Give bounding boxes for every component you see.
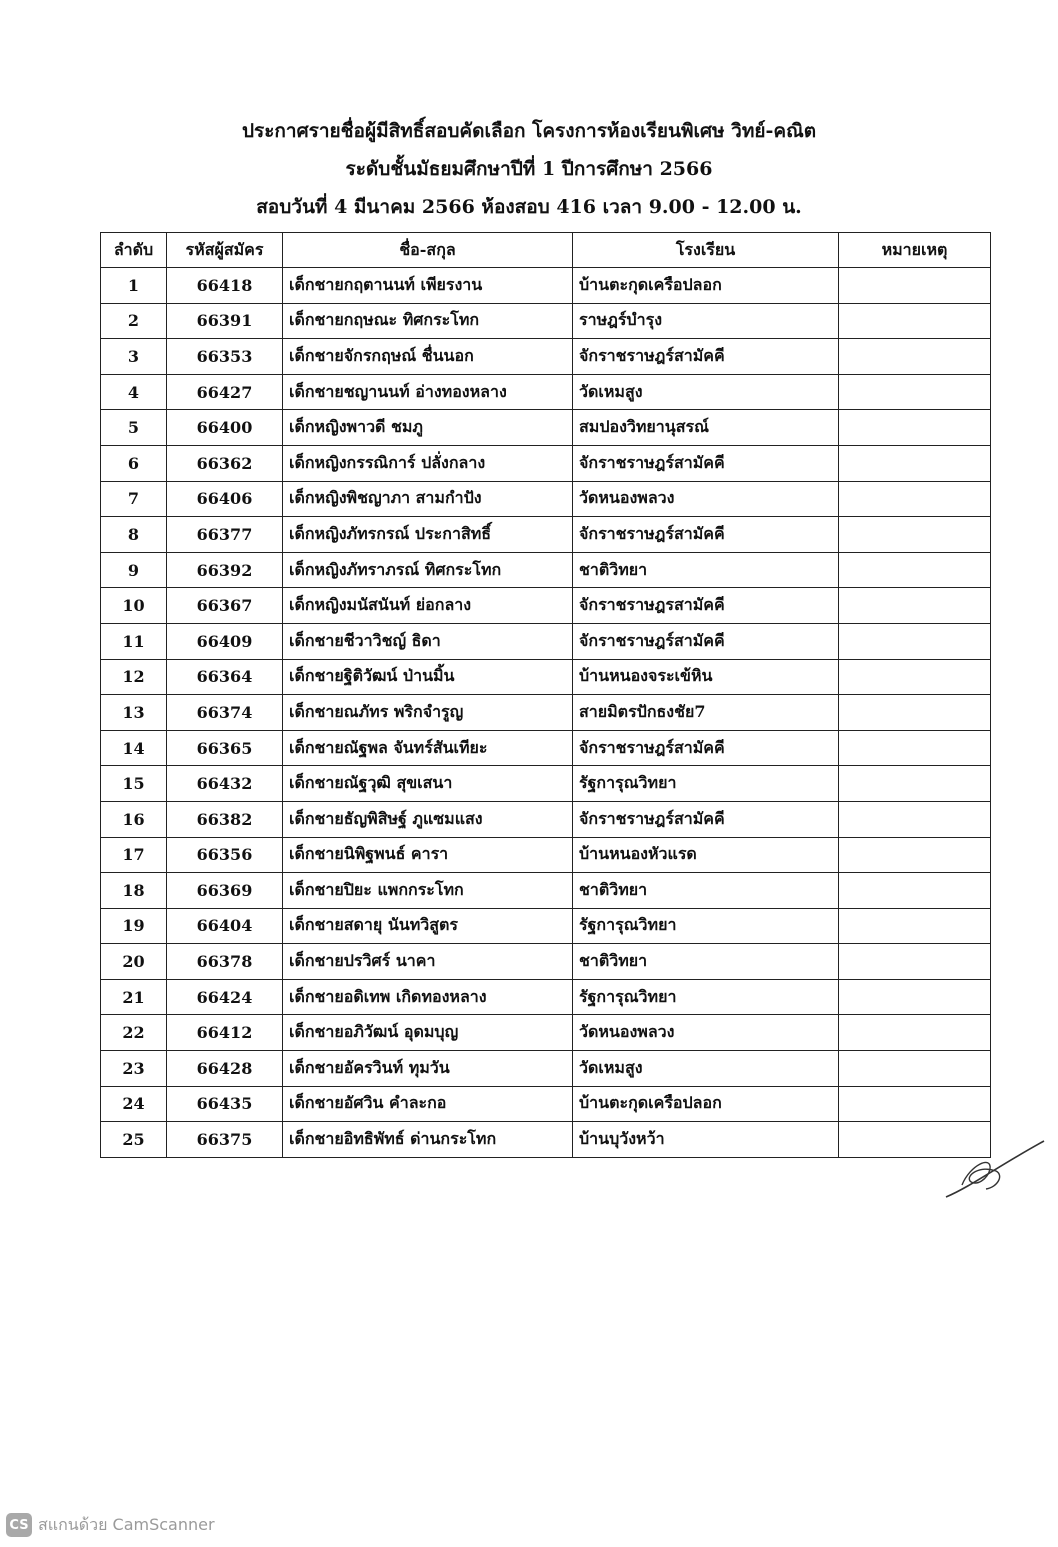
school-name: ชาติวิทยา (573, 944, 839, 980)
applicant-id: 66375 (167, 1122, 283, 1158)
scanner-watermark (6, 1512, 215, 1538)
school-name: วัดเหมสูง (573, 1051, 839, 1087)
student-name: เด็กชายชีวาวิชญ์ ธิดา (283, 623, 573, 659)
school-name: วัดหนองพลวง (573, 1015, 839, 1051)
table-row (101, 873, 991, 909)
table-row (101, 268, 991, 304)
announcement-header (0, 112, 1058, 226)
row-number: 12 (101, 659, 167, 695)
row-number: 18 (101, 873, 167, 909)
remarks-cell (839, 1051, 991, 1087)
row-number: 6 (101, 445, 167, 481)
row-number: 11 (101, 623, 167, 659)
student-name: เด็กชายอดิเทพ เกิดทองหลาง (283, 979, 573, 1015)
student-name: เด็กหญิงพิชญาภา สามกำปัง (283, 481, 573, 517)
remarks-cell (839, 695, 991, 731)
table-row (101, 588, 991, 624)
table-row (101, 801, 991, 837)
row-number: 1 (101, 268, 167, 304)
remarks-cell (839, 1086, 991, 1122)
school-name: จักราชราษฎร์สามัคคี (573, 730, 839, 766)
school-name: จักราชราษฎร์สามัคคี (573, 801, 839, 837)
table-header-row (101, 233, 991, 268)
remarks-cell (839, 588, 991, 624)
remarks-cell (839, 445, 991, 481)
table-row (101, 1051, 991, 1087)
table-row (101, 837, 991, 873)
applicant-id: 66424 (167, 979, 283, 1015)
remarks-cell (839, 374, 991, 410)
student-name: เด็กหญิงภัทราภรณ์ ทิศกระโทก (283, 552, 573, 588)
remarks-cell (839, 837, 991, 873)
student-name: เด็กชายอภิวัฒน์ อุดมบุญ (283, 1015, 573, 1051)
remarks-cell (839, 303, 991, 339)
table-row (101, 481, 991, 517)
table-row (101, 695, 991, 731)
applicant-id: 66428 (167, 1051, 283, 1087)
remarks-cell (839, 339, 991, 375)
table-row (101, 374, 991, 410)
table-row (101, 908, 991, 944)
student-name: เด็กชายสดายุ นันทวิสูตร (283, 908, 573, 944)
row-number: 24 (101, 1086, 167, 1122)
table-row (101, 1122, 991, 1158)
school-name: บ้านตะกุดเครือปลอก (573, 1086, 839, 1122)
applicant-id: 66406 (167, 481, 283, 517)
applicant-id: 66378 (167, 944, 283, 980)
remarks-cell (839, 979, 991, 1015)
school-name: จักราชราษฎร์สามัคคี (573, 623, 839, 659)
remarks-cell (839, 1015, 991, 1051)
table-row (101, 766, 991, 802)
row-number: 14 (101, 730, 167, 766)
applicant-id: 66367 (167, 588, 283, 624)
row-number: 8 (101, 517, 167, 553)
school-name: สมปองวิทยานุสรณ์ (573, 410, 839, 446)
remarks-cell (839, 801, 991, 837)
table-row (101, 410, 991, 446)
row-number: 9 (101, 552, 167, 588)
row-number: 22 (101, 1015, 167, 1051)
row-number: 19 (101, 908, 167, 944)
student-name: เด็กชายอิทธิพัทธ์ ด่านกระโทก (283, 1122, 573, 1158)
applicant-id: 66364 (167, 659, 283, 695)
remarks-cell (839, 873, 991, 909)
applicant-id: 66412 (167, 1015, 283, 1051)
remarks-cell (839, 766, 991, 802)
applicant-id: 66432 (167, 766, 283, 802)
table-row (101, 979, 991, 1015)
student-name: เด็กชายอัครวินท์ ทุมวัน (283, 1051, 573, 1087)
column-header-name: ชื่อ-สกุล (283, 233, 573, 268)
remarks-cell (839, 517, 991, 553)
student-name: เด็กหญิงพาวดี ชมภู (283, 410, 573, 446)
applicant-id: 66418 (167, 268, 283, 304)
watermark-text: สแกนด้วย CamScanner (38, 1514, 215, 1534)
applicant-id: 66377 (167, 517, 283, 553)
school-name: ราษฎร์บำรุง (573, 303, 839, 339)
remarks-cell (839, 944, 991, 980)
table-row (101, 445, 991, 481)
applicant-id: 66374 (167, 695, 283, 731)
school-name: รัฐการุณวิทยา (573, 908, 839, 944)
row-number: 2 (101, 303, 167, 339)
applicant-id: 66427 (167, 374, 283, 410)
applicant-id: 66404 (167, 908, 283, 944)
row-number: 4 (101, 374, 167, 410)
table-row (101, 303, 991, 339)
signature-mark (940, 1135, 1050, 1205)
camscanner-logo-icon: CS (6, 1513, 32, 1537)
student-name: เด็กหญิงภัทรกรณ์ ประกาสิทธิ์ (283, 517, 573, 553)
table-row (101, 517, 991, 553)
student-name: เด็กหญิงมนัสนันท์ ย่อกลาง (283, 588, 573, 624)
student-name: เด็กชายชญานนท์ อ่างทองหลาง (283, 374, 573, 410)
student-name: เด็กชายธัญพิสิษฐ์ ภูแซมแสง (283, 801, 573, 837)
school-name: วัดหนองพลวง (573, 481, 839, 517)
table-row (101, 1086, 991, 1122)
student-name: เด็กชายณัฐวุฒิ สุขเสนา (283, 766, 573, 802)
row-number: 17 (101, 837, 167, 873)
student-name: เด็กชายปรวิศร์ นาคา (283, 944, 573, 980)
header-exam-info: สอบวันที่ 4 มีนาคม 2566 ห้องสอบ 416 เวลา 9.00 - 12.00 น. (256, 196, 802, 218)
column-header-note: หมายเหตุ (839, 233, 991, 268)
table-row (101, 552, 991, 588)
school-name: จักราชราษฎร์สามัคคี (573, 517, 839, 553)
school-name: รัฐการุณวิทยา (573, 766, 839, 802)
student-name: เด็กชายอัศวิน คำละกอ (283, 1086, 573, 1122)
remarks-cell (839, 659, 991, 695)
student-name: เด็กชายกฤตานนท์ เพียรงาน (283, 268, 573, 304)
applicant-id: 66369 (167, 873, 283, 909)
applicant-id: 66353 (167, 339, 283, 375)
school-name: รัฐการุณวิทยา (573, 979, 839, 1015)
school-name: สายมิตรปักธงชัย7 (573, 695, 839, 731)
applicant-id: 66362 (167, 445, 283, 481)
remarks-cell (839, 481, 991, 517)
row-number: 25 (101, 1122, 167, 1158)
remarks-cell (839, 908, 991, 944)
row-number: 7 (101, 481, 167, 517)
school-name: จักราชราษฎรสามัคคี (573, 588, 839, 624)
school-name: ชาติวิทยา (573, 873, 839, 909)
applicant-id: 66391 (167, 303, 283, 339)
student-name: เด็กชายกฤษณะ ทิศกระโทก (283, 303, 573, 339)
student-name: เด็กชายฐิติวัฒน์ ป่านมิ้น (283, 659, 573, 695)
column-header-id: รหัสผู้สมัคร (167, 233, 283, 268)
header-title: ประกาศรายชื่อผู้มีสิทธิ์สอบคัดเลือก โครงการห้องเรียนพิเศษ วิทย์-คณิต (241, 120, 817, 142)
applicant-id: 66400 (167, 410, 283, 446)
row-number: 15 (101, 766, 167, 802)
column-header-no: ลำดับ (101, 233, 167, 268)
table-row (101, 730, 991, 766)
row-number: 23 (101, 1051, 167, 1087)
applicant-id: 66382 (167, 801, 283, 837)
student-name: เด็กชายจักรกฤษณ์ ชื่นนอก (283, 339, 573, 375)
school-name: บ้านหนองจระเข้หิน (573, 659, 839, 695)
candidate-table (100, 232, 991, 1158)
row-number: 21 (101, 979, 167, 1015)
applicant-id: 66356 (167, 837, 283, 873)
student-name: เด็กชายณภัทร พริกจำรูญ (283, 695, 573, 731)
applicant-id: 66409 (167, 623, 283, 659)
table-body (101, 268, 991, 1158)
school-name: บ้านตะกุดเครือปลอก (573, 268, 839, 304)
student-name: เด็กชายนิพิฐพนธ์ คารา (283, 837, 573, 873)
row-number: 5 (101, 410, 167, 446)
remarks-cell (839, 623, 991, 659)
school-name: บ้านหนองหัวแรด (573, 837, 839, 873)
remarks-cell (839, 268, 991, 304)
student-name: เด็กชายณัฐพล จันทร์สันเทียะ (283, 730, 573, 766)
school-name: บ้านบุวังหว้า (573, 1122, 839, 1158)
applicant-id: 66365 (167, 730, 283, 766)
row-number: 16 (101, 801, 167, 837)
remarks-cell (839, 730, 991, 766)
row-number: 13 (101, 695, 167, 731)
header-subtitle: ระดับชั้นมัธยมศึกษาปีที่ 1 ปีการศึกษา 2566 (345, 158, 713, 180)
student-name: เด็กชายปิยะ แพกกระโทก (283, 873, 573, 909)
row-number: 10 (101, 588, 167, 624)
table-row (101, 944, 991, 980)
remarks-cell (839, 552, 991, 588)
table-row (101, 1015, 991, 1051)
school-name: จักราชราษฎร์สามัคคี (573, 339, 839, 375)
column-header-school: โรงเรียน (573, 233, 839, 268)
student-name: เด็กหญิงกรรณิการ์ ปลั่งกลาง (283, 445, 573, 481)
school-name: วัดเหมสูง (573, 374, 839, 410)
row-number: 20 (101, 944, 167, 980)
table-row (101, 339, 991, 375)
school-name: จักราชราษฎร์สามัคคี (573, 445, 839, 481)
applicant-id: 66435 (167, 1086, 283, 1122)
table-row (101, 623, 991, 659)
applicant-id: 66392 (167, 552, 283, 588)
remarks-cell (839, 410, 991, 446)
table-row (101, 659, 991, 695)
row-number: 3 (101, 339, 167, 375)
school-name: ชาติวิทยา (573, 552, 839, 588)
